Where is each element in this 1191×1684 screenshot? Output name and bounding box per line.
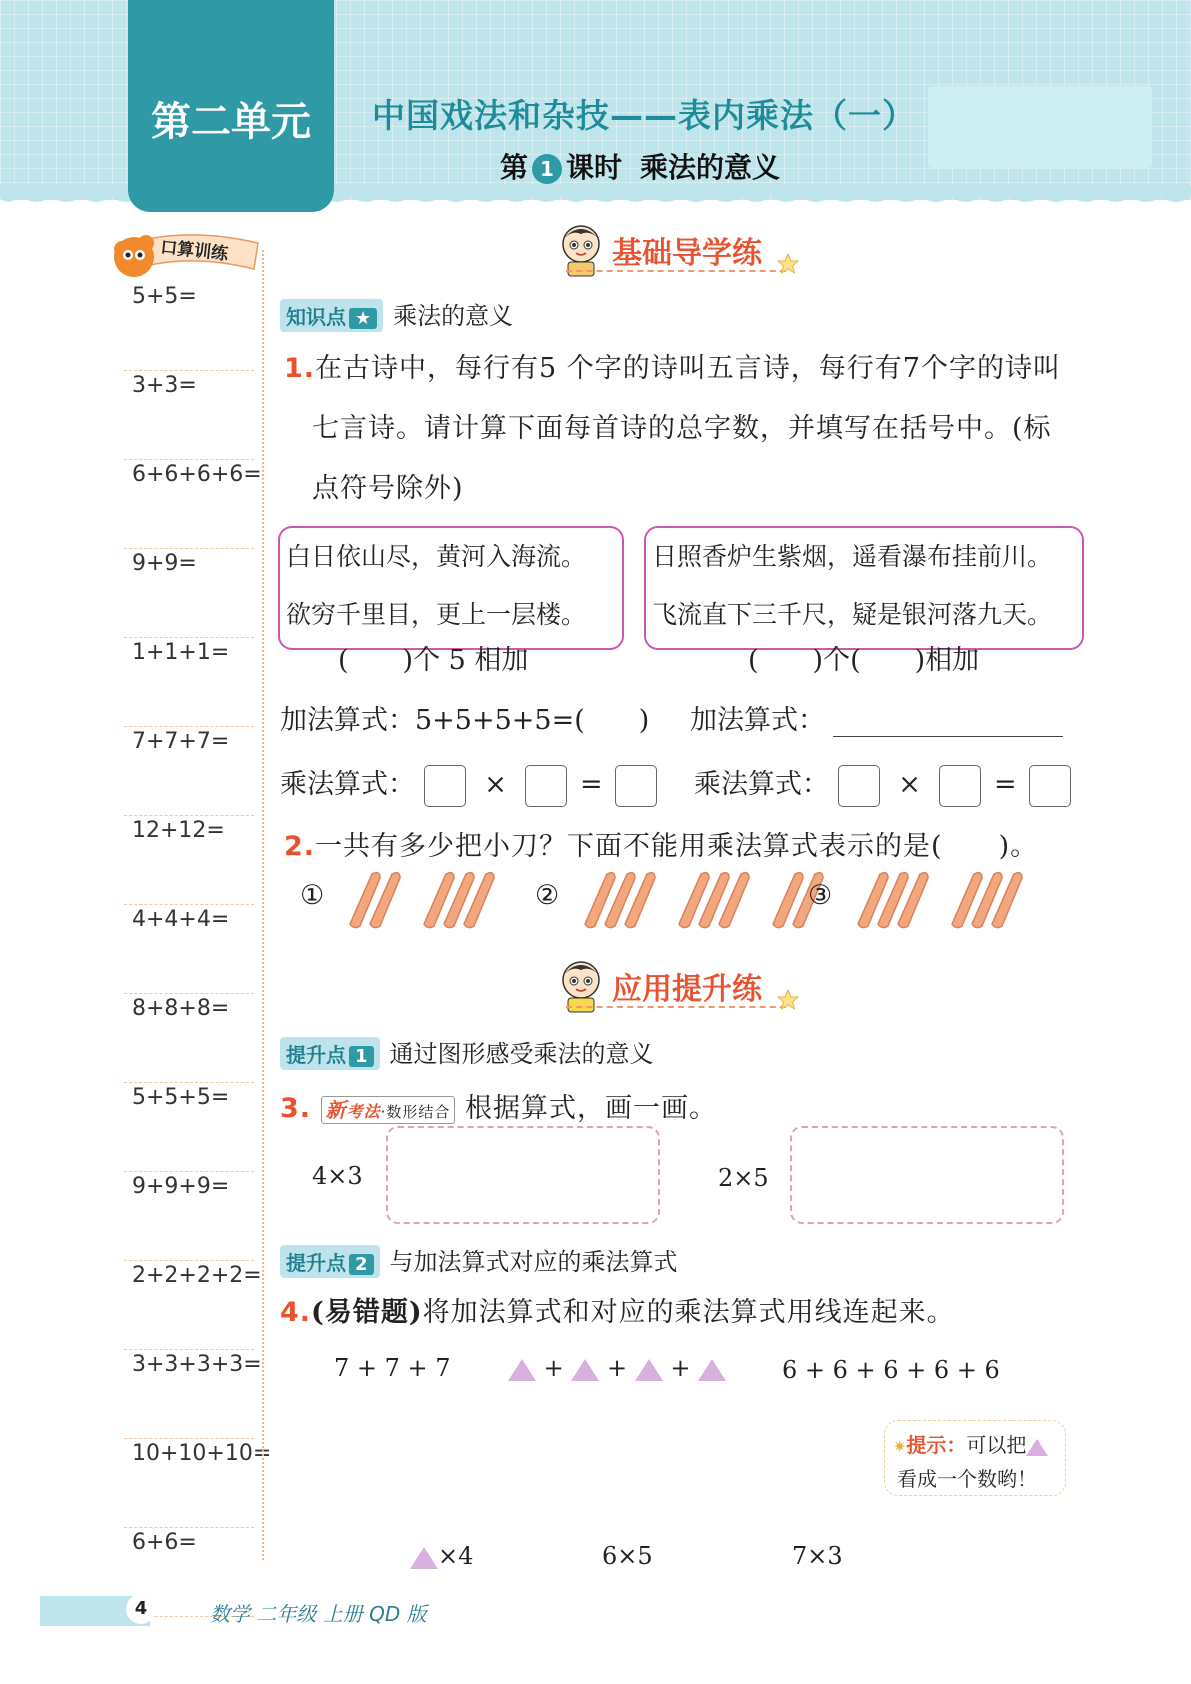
- drill-item: [124, 1350, 262, 1439]
- drill-expression[interactable]: 1+1+1=: [132, 640, 230, 665]
- improvement-point-2-num: 2: [349, 1254, 374, 1275]
- triangle-icon: [508, 1359, 536, 1381]
- hint-label: 提示：: [906, 1433, 967, 1457]
- answer-box[interactable]: [525, 765, 567, 807]
- answer-box[interactable]: [939, 765, 981, 807]
- section2-title: 应用提升练: [612, 972, 762, 1007]
- drill-item: [124, 994, 254, 1083]
- drill-item: [124, 1261, 262, 1350]
- poem2-line2: 飞流直下三千尺，疑是银河落九天。: [652, 600, 1053, 629]
- hint-text-2: 看成一个数哟！: [897, 1467, 1037, 1491]
- hint-box: [884, 1420, 1066, 1496]
- drill-expression[interactable]: 7+7+7=: [132, 729, 230, 754]
- lesson-number: 1: [532, 154, 562, 184]
- drill-item: [124, 638, 254, 727]
- lesson-heading: [500, 146, 780, 186]
- option-label[interactable]: ③: [808, 880, 833, 911]
- drill-badge-text: 口算训练: [159, 237, 230, 265]
- tag-star-icon: ★: [349, 308, 377, 329]
- drill-expression[interactable]: 12+12=: [132, 818, 225, 843]
- q1-line3: 点符号除外): [312, 473, 464, 504]
- improvement-point-1-tag: [280, 1037, 380, 1070]
- drill-item: [124, 282, 254, 371]
- drill-expression[interactable]: 6+6=: [132, 1530, 197, 1555]
- q2-line: [284, 824, 1038, 863]
- section1-underline: [566, 270, 786, 272]
- improvement-point-1-text: 通过图形感受乘法的意义: [389, 1040, 654, 1068]
- drill-expression[interactable]: 5+5=: [132, 284, 197, 309]
- answer-box[interactable]: [615, 765, 657, 807]
- q1-number: 1.: [284, 353, 316, 384]
- poem-box-1: [278, 526, 624, 650]
- new-method-badge: [321, 1096, 456, 1124]
- page-number: 4: [126, 1594, 156, 1624]
- q4-bottom-expression-1[interactable]: [410, 1542, 473, 1570]
- q2-text[interactable]: 一共有多少把小刀？下面不能用乘法算式表示的是( )。: [315, 831, 1039, 862]
- new-badge-text: 新: [325, 1098, 347, 1122]
- knife-group-icon: [579, 868, 659, 930]
- addition-label-2: 加法算式：: [690, 705, 825, 736]
- knowledge-point-tag-text: 知识点: [286, 305, 346, 329]
- drill-badge-icon: [108, 225, 268, 285]
- q4-label: (易错题): [311, 1297, 423, 1328]
- q4-bottom-expression-2[interactable]: 6×5: [602, 1542, 653, 1570]
- drill-item: [124, 371, 254, 460]
- option-label[interactable]: ②: [535, 880, 560, 911]
- equals-sign: =: [994, 769, 1017, 800]
- poem1-count-blank[interactable]: ( )个 5 相加: [338, 645, 529, 676]
- option-label[interactable]: ①: [300, 880, 325, 911]
- knife-group-icon: [673, 868, 753, 930]
- q1-line1-text: 在古诗中，每行有5 个字的诗叫五言诗，每行有7个字的诗叫: [315, 353, 1061, 384]
- knowledge-point-row: [280, 296, 513, 332]
- hint-text-1: 可以把: [966, 1433, 1027, 1457]
- unit-title: 第二单元: [151, 99, 311, 145]
- drill-list: [124, 282, 272, 1617]
- q3-expression-1: 4×3: [312, 1162, 363, 1190]
- drill-item: [124, 905, 254, 994]
- q3-expression-2: 2×5: [718, 1164, 769, 1192]
- drill-expression[interactable]: 10+10+10=: [132, 1441, 272, 1466]
- poem-box-2: [644, 526, 1084, 650]
- lesson-suffix: 课时: [566, 151, 623, 184]
- chapter-title: 中国戏法和杂技——表内乘法（一）: [372, 96, 916, 135]
- method-badge-text: 考法: [346, 1102, 381, 1121]
- knife-group-icon: [344, 868, 404, 930]
- lesson-name: 乘法的意义: [640, 151, 781, 184]
- addition-row-1: [280, 698, 649, 737]
- addition-expression-1[interactable]: 5+5+5+5=( ): [415, 705, 650, 736]
- triangle-icon: [410, 1547, 438, 1569]
- drill-expression[interactable]: 9+9=: [132, 551, 197, 576]
- q3-number: 3.: [280, 1093, 312, 1124]
- knife-group-icon: [852, 868, 932, 930]
- multiplication-label-2: 乘法算式：: [694, 769, 829, 800]
- drill-badge: [108, 225, 268, 285]
- drill-divider: [262, 250, 264, 1560]
- improvement-point-2-tag: [280, 1245, 380, 1278]
- multiplication-label-1: 乘法算式：: [280, 769, 415, 800]
- drill-expression[interactable]: 5+5+5=: [132, 1085, 230, 1110]
- improvement-point-2-row: [280, 1242, 678, 1278]
- header-decoration: [928, 86, 1152, 168]
- q3-line: [280, 1086, 717, 1125]
- improvement-point-2-text: 与加法算式对应的乘法算式: [389, 1248, 678, 1276]
- q4-line: [280, 1290, 955, 1329]
- answer-box[interactable]: [424, 765, 466, 807]
- drill-item: [124, 727, 254, 816]
- addition-label-1: 加法算式：: [280, 705, 415, 736]
- improvement-point-1-row: [280, 1034, 654, 1070]
- drill-expression[interactable]: 8+8+8=: [132, 996, 230, 1021]
- drawing-area-1[interactable]: [386, 1126, 660, 1224]
- drill-item: [124, 549, 254, 638]
- drill-item: [124, 816, 254, 905]
- improvement-point-1-num: 1: [349, 1046, 374, 1067]
- poem1-line2: 欲穷千里目，更上一层楼。: [286, 600, 587, 629]
- star-icon: [776, 252, 800, 276]
- addition-answer-line[interactable]: [833, 736, 1063, 737]
- triangle-icon: [1026, 1439, 1048, 1456]
- addition-row-2: [690, 698, 1063, 737]
- sparkle-icon: ✷: [893, 1437, 907, 1456]
- triangle-icon: [635, 1359, 663, 1381]
- drill-item: [124, 460, 262, 549]
- triangle-icon: [698, 1359, 726, 1381]
- q1-line1: [284, 346, 1061, 385]
- q4-text: 将加法算式和对应的乘法算式用线连起来。: [422, 1297, 955, 1328]
- multiplication-row-2: [694, 762, 1071, 807]
- triangle-icon: [571, 1359, 599, 1381]
- drill-expression[interactable]: 9+9+9=: [132, 1174, 230, 1199]
- drill-item: [124, 1172, 254, 1261]
- q4-top-expression-2[interactable]: [508, 1354, 726, 1382]
- q1-line2: 七言诗。请计算下面每首诗的总字数，并填写在括号中。(标: [312, 413, 1052, 444]
- section2-underline: [566, 1006, 786, 1008]
- knowledge-point-tag: [280, 299, 383, 332]
- knife-group-icon: [418, 868, 498, 930]
- drill-item: [124, 1083, 254, 1172]
- answer-box[interactable]: [1029, 765, 1071, 807]
- bottom1-suffix: ×4: [438, 1542, 474, 1570]
- knife-group-icon: [946, 868, 1026, 930]
- drill-expression[interactable]: 3+3=: [132, 373, 197, 398]
- times-sign: ×: [484, 769, 507, 800]
- drawing-area-2[interactable]: [790, 1126, 1064, 1224]
- plus-sign: +: [543, 1354, 564, 1382]
- poem2-line1: 日照香炉生紫烟，遥看瀑布挂前川。: [652, 542, 1053, 571]
- page-header: [0, 0, 1191, 200]
- multiplication-row-1: [280, 762, 657, 807]
- drill-expression[interactable]: 2+2+2+2=: [132, 1263, 262, 1288]
- badge-tail-text: ·数形结合: [380, 1103, 451, 1121]
- section1-title: 基础导学练: [612, 236, 762, 271]
- improvement-point-2-tag-text: 提升点: [286, 1251, 346, 1275]
- q3-text: 根据算式，画一画。: [465, 1093, 718, 1124]
- drill-expression[interactable]: 3+3+3+3=: [132, 1352, 262, 1377]
- star-icon: [776, 988, 800, 1012]
- poem1-line1: 白日依山尽，黄河入海流。: [286, 542, 587, 571]
- hint-line-1: [893, 1429, 1048, 1458]
- drill-item: [124, 1439, 272, 1528]
- q4-bottom-expression-3[interactable]: 7×3: [792, 1542, 843, 1570]
- improvement-point-1-tag-text: 提升点: [286, 1043, 346, 1067]
- knowledge-point-text: 乘法的意义: [393, 302, 514, 330]
- lesson-prefix: 第: [500, 151, 529, 184]
- plus-sign: +: [607, 1354, 628, 1382]
- q4-top-expression-3[interactable]: 6 + 6 + 6 + 6 + 6: [782, 1356, 1000, 1384]
- equals-sign: =: [580, 769, 603, 800]
- footer-text: 数学 二年级 上册 QD 版: [210, 1602, 427, 1626]
- q4-number: 4.: [280, 1297, 312, 1328]
- poem2-count-blank[interactable]: ( )个( )相加: [748, 645, 980, 676]
- q4-top-expression-1[interactable]: 7 + 7 + 7: [334, 1354, 451, 1382]
- answer-box[interactable]: [838, 765, 880, 807]
- q2-number: 2.: [284, 831, 316, 862]
- drill-expression[interactable]: 6+6+6+6=: [132, 462, 262, 487]
- unit-tab: [128, 0, 334, 212]
- times-sign: ×: [898, 769, 921, 800]
- plus-sign: +: [670, 1354, 691, 1382]
- drill-expression[interactable]: 4+4+4=: [132, 907, 230, 932]
